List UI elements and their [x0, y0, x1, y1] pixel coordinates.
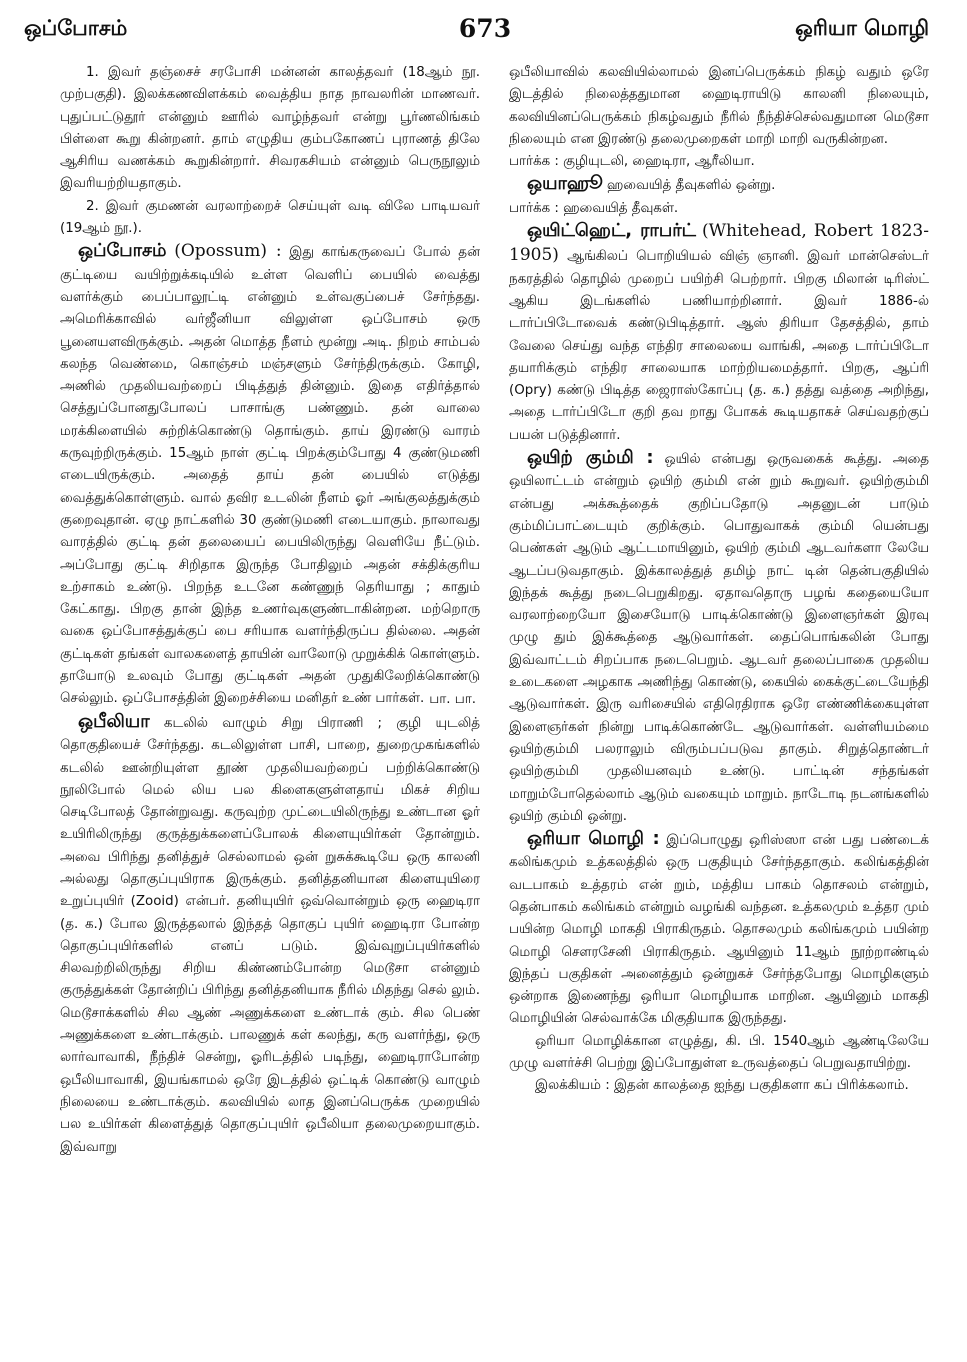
headword-opossum-english: (Opossum) : — [174, 241, 282, 262]
header-left-title: ஒப்போசம் — [24, 16, 128, 40]
headword-opossum: ஒப்போசம் — [78, 240, 167, 262]
entry-oriya-body: இப்பொழுது ஒரிஸ்ஸா என் பது பண்டைக் கலிங்கமும் உத்கலத்தில் ஒரு பகுதியும் சேர்ந்ததாகும். கலிங்கத்தின் வடபாகம் உத்தரம் என் றும், மத்திய பாகம் தொசலம் என்றும், தென்பாகம் கலிங்கம் என்றும் வழங்கி வந்தன. உத்கலமும் உத்தர மும் பயின்ற மொழி மாகதி பிராகிருதம். தொசலமும் கலிங்கமும் பயின்ற மொழி சௌரசேனி பிராகிருதம். ஆயினும் 11ஆம் நூற்றாண்டில் இந்தப் பகுதிகள் அனைத்தும் ஒன்றுகச் சேர்ந்தபோது மொழிகளும் ஒன்றாக இணைந்து ஒரியா மொழியாக மாறின. ஆயினும் மாகதி மொழியின் செல்வாக்கே மிகுதியாக இருந்தது. — [509, 833, 929, 1027]
header-right-title: ஒரியா மொழி — [795, 16, 929, 40]
entry-obelia-body: கடலில் வாழும் சிறு பிராணி ; குழி யுடலித் தொகுதியைச் சேர்ந்தது. கடலிலுள்ள பாசி, பாறை, துறைமுகங்களில் கடலில் ஊன்றியுள்ள தூண் முதலியவற்றைப் பற்றிக்கொண்டு நூலிபோல் மெல் லிய பல கிளைகளுள்ளதாய் மிகச் சிறிய செடிபோலத் தோன்றுவது. கருவுற்ற முட்டையிலிருந்து உண்டான ஓர் உயிரிலிருந்து குருத்துக்களைப்போலக் கிளையுயிர்கள் தோன்றும். அவை பிரிந்து தனித்துச் செல்லாமல் ஒன் றுசுக்கூடியே ஒரு காலனி அல்லது தொகுப்புயிராக இருக்கும். தனித்தனியான கிளையுயிரை உறுப்புயிர் (Zooid) என்பர். தனியுயிர் ஒவ்வொன்றும் ஒரு ஹைடிரா (த. க.) போல இருத்தலால் இந்தத் தொகுப் புயிர் ஹைடிரா போன்ற தொகுப்புயிர்களில் எனப் படும். இவ்வுறுப்புயிர்களில் சிலவற்றிலிருந்து சிறிய கிண்ணம்போன்ற மெடூசா என்னும் குருத்துக்கள் தோன்றிப் பிரிந்து தனித்தனியாக நீரில் மிதந்து செல் லும். மெடூசாக்களில் சில ஆண் அணுக்களை உண்டாக் கும். சில பெண் அணுக்களை உண்டாக்கும். பாலணுக் கள் கலந்து, கரு வளர்ந்து, ஒரு லார்வாவாகி, நீந்திச் சென்று, ஓரிடத்தில் படிந்து, ஹைடிராபோன்ற ஒபீலியாவாகி, இயங்காமல் ஒரே இடத்தில் ஒட்டிக் கொண்டு வாழும் நிலையை உண்டாக்கும். கலவியில் லாத இனப்பெருக்க முறையில் பல உயிர்கள் கிளைத்துத் தொகுப்புயிர் ஒபீலியா தலைமுறையாகும். இவ்வாறு — [60, 715, 480, 1155]
entry-oyil-kummi-body: ஒயில் என்பது ஒருவகைக் கூத்து. அதை ஒயிலாட்டம் என்றும் ஒயிற் கும்மி என் றும் கூறுவர். ஒயிற்கும்மி என்பது அக்கூத்தைக் குறிப்பதோடு அதனுடன் பாடும் கும்மிப்பாட்டையும் குறிக்கும். பொதுவாகக் கும்மி யென்பது பெண்கள் ஆடும் ஆட்டமாயினும், ஒயிற் கும்மி ஆடவர்களா லேயே ஆடப்படுவதாகும். இக்காலத்துத் தமிழ் நாட் டின் தென்பகுதியில் இந்தக் கூத்து நடைபெறுகிறது. ஏதாவதொரு பழங் கதையையோ வரலாற்றையோ இசையோடு பாடிக்கொண்டு இளைஞர்கள் இரவு முழு தும் இக்கூத்தை ஆடுவார்கள். தைப்பொங்கலின் போது இவ்வாட்டம் சிறப்பாக நடைபெறும். ஆடவர் தலைப்பாகை முதலிய உடைகளை அழகாக அணிந்து கொண்டு, கையில் கைக்குட்டையேந்தி ஆடுவார்கள். இரு வரிசையில் எதிரெதிராக ஒரே எண்ணிக்கையுள்ள இளைஞர்கள் நின்று பாடிக்கொண்டே ஆடுவார்கள். வள்ளியம்மை ஒயிற்கும்மி பலராலும் விரும்பப்படுவ தாகும். சிறுத்தொண்டர் ஒயிற்கும்மி முதலியனவும் உண்டு. பாட்டின் சந்தங்கள் மாறும்போதெல்லாம் ஆடும் வகையும் மாறும். நாடோடி நடனங்களில் ஒயிற் கும்மி ஒன்று. — [509, 452, 929, 824]
entry-oriya — [509, 828, 929, 1031]
right-column — [509, 62, 929, 1098]
entry-opossum-body: இது காங்கருவைப் போல் தன் குட்டியை வயிற்றுக்கடியில் உள்ள வெளிப் பையில் வைத்து வளர்க்கும் பைப்பாலூட்டி என்னும் உள்வகுப்பைச் சேர்ந்தது. அமெரிக்காவில் வர்ஜீனியா விலுள்ள ஒப்போசம் ஒரு பூனையளவிருக்கும். அதன் மொத்த நீளம் மூன்று அடி. நிறம் சாம்பல் கலந்த வெண்மை, கொஞ்சம் மஞ்சளும் சேர்ந்திருக்கும். கோழி, அணில் முதலியவற்றைப் பிடித்துத் தின்னும். இதை எதிர்த்தால் செத்துப்போனதுபோலப் பாசாங்கு பண்ணும். தன் வாலை மரக்கிளையில் சுற்றிக்கொண்டு தொங்கும். தாய் இரண்டு வாரம் கருவுற்றிருக்கும். 15ஆம் நாள் குட்டி பிறக்கும்போது 4 குண்டுமணி எடையிருக்கும். அதைத் தாய் தன் பையில் எடுத்து வைத்துக்கொள்ளும். வால் தவிர உடலின் நீளம் ஓர் அங்குலத்துக்கும் குறைவுதான். ஏழு நாட்களில் 30 குண்டுமணி எடையாகும். நாலாவது வாரத்தில் குட்டி தன் தலையைப் பையிலிருந்து வெளியே நீட்டும். அப்போது குட்டி சிறிதாக இருந்த போதிலும் அதன் சக்திக்குரிய உற்சாகம் உண்டு. பிறந்த உடனே கண்ணுந் தெரியாது ; காதும் கேட்காது. பிறகு தான் இந்த உணர்வுகளுண்டாகின்றன. மற்றொரு வகை ஒப்போசத்துக்குப் பை சரியாக வளர்ந்திருப்ப தில்லை. அதன் குட்டிகள் தங்கள் வாலகளைத் தாயின் வாலோடு முறுக்கிக் கொள்ளும். தாயோடு உலவும் போது குட்டிகள் அதன் முதுகிலேறிக்கொண்டு செல்லும். ஒப்போசத்தின் இறைச்சியை மனிதர் உண் பார்கள். — [60, 245, 480, 707]
entry-oyaahu — [509, 173, 929, 197]
entry-whitehead-body: ஆங்கிலப் பொறியியல் விஞ் ஞானி. இவர் மான்செஸ்டர் நகரத்தில் தொழில் முறைப் பயிற்சி பெற்றார். பிறகு மிலான் டிரிஸ்ட் ஆகிய இடங்களில் பணியாற்றினார். இவர் 1886-ல் டார்ப்பிடோவைக் கண்டுபிடித்தார். ஆஸ் திரியா தேசத்தில், தாம் வேலை செய்து வந்த எந்திர சாலையை வாங்கி, அதை டார்ப்பிடோ தயாரிக்கும் எந்திர சாலையாக மாற்றியமைத்தார். பிறகு, ஆப்ரி (Opry) கண்டு பிடித்த ஜைராஸ்கோப்பு (த. க.) தத்து வத்தை அறிந்து, அதை டார்ப்பிடோ குறி தவ றாது போகக் கூடியதாகச் செய்வதற்குப் பயன் படுத்தினார். — [509, 249, 929, 443]
entry-obelia — [60, 711, 480, 1159]
headword-oyil-kummi: ஒயிற் கும்மி : — [527, 447, 654, 469]
footnote-2: 2. இவர் குமணன் வரலாற்றைச் செய்யுள் வடி விலே பாடியவர் (19ஆம் நூ.). — [60, 198, 480, 237]
headword-whitehead-english: (Whitehead, Robert 1823-1905) — [509, 221, 929, 266]
left-column — [60, 62, 480, 1159]
headword-oyaahu: ஒயாஹூ — [527, 173, 603, 195]
see-also-oyaahu: பார்க்க : ஹவையித் தீவுகள். — [509, 200, 679, 216]
entry-opossum — [60, 240, 480, 710]
entry-oriya-script: ஒரியா மொழிக்கான எழுத்து, கி. பி. 1540ஆம் ஆண்டிலேயே முழு வளர்ச்சி பெற்று இப்போதுள்ள உருவத்தைப் பெறுவதாயிற்று. — [509, 1033, 929, 1072]
entry-obelia-continued: ஒபீலியாவில் கலவியில்லாமல் இனப்பெருக்கம் நிகழ் வதும் ஒரே இடத்தில் நிலைத்ததுமான ஹைடிராயிடு காலனி நிலையும், கலவியினப்பெருக்கம் நிகழ்வதும் நீரில் நீந்திச்செல்வதுமான மெடூசா நிலையும் என இரண்டு தலைமுறைகள் மாறி மாறி வருகின்றன. — [509, 65, 929, 147]
page-header — [0, 14, 967, 50]
page-number: 673 — [458, 14, 512, 43]
headword-obelia: ஒபீலியா — [78, 710, 150, 732]
headword-whitehead: ஒயிட்ஹெட், ராபர்ட் — [527, 220, 696, 242]
entry-oyil-kummi — [509, 447, 929, 828]
author-signature: பா. பா. — [429, 691, 476, 707]
entry-oyaahu-body: ஹவையித் தீவுகளில் ஒன்று. — [606, 178, 776, 194]
entry-oriya-literature: இலக்கியம் : இதன் காலத்தை ஐந்து பகுதிகளா கப் பிரிக்கலாம். — [535, 1078, 909, 1094]
headword-oriya: ஒரியா மொழி : — [527, 828, 660, 850]
footnote-1: 1. இவர் தஞ்சைச் சரபோசி மன்னன் காலத்தவர் (18ஆம் நூ. முற்பகுதி). இலக்கணவிளக்கம் வைத்திய நாத நாவலரின் மாணவர். புதுப்பட்டுதூர் என்னும் ஊரில் வாழ்ந்தவர் என்று பூர்ணலிங்கம் பிள்ளை கூறு கின்றனர். தாம் எழுதிய கும்பகோணப் புராணத் திலே ஆசிரிய வணக்கம் கூறுகின்றார். சிவரகசியம் என்னும் பெருநூலும் இவரியற்றியதாகும். — [60, 65, 480, 192]
see-also-obelia: பார்க்க : குழியுடலி, ஹைடிரா, ஆரீலியா. — [509, 154, 755, 170]
entry-whitehead — [509, 220, 929, 447]
